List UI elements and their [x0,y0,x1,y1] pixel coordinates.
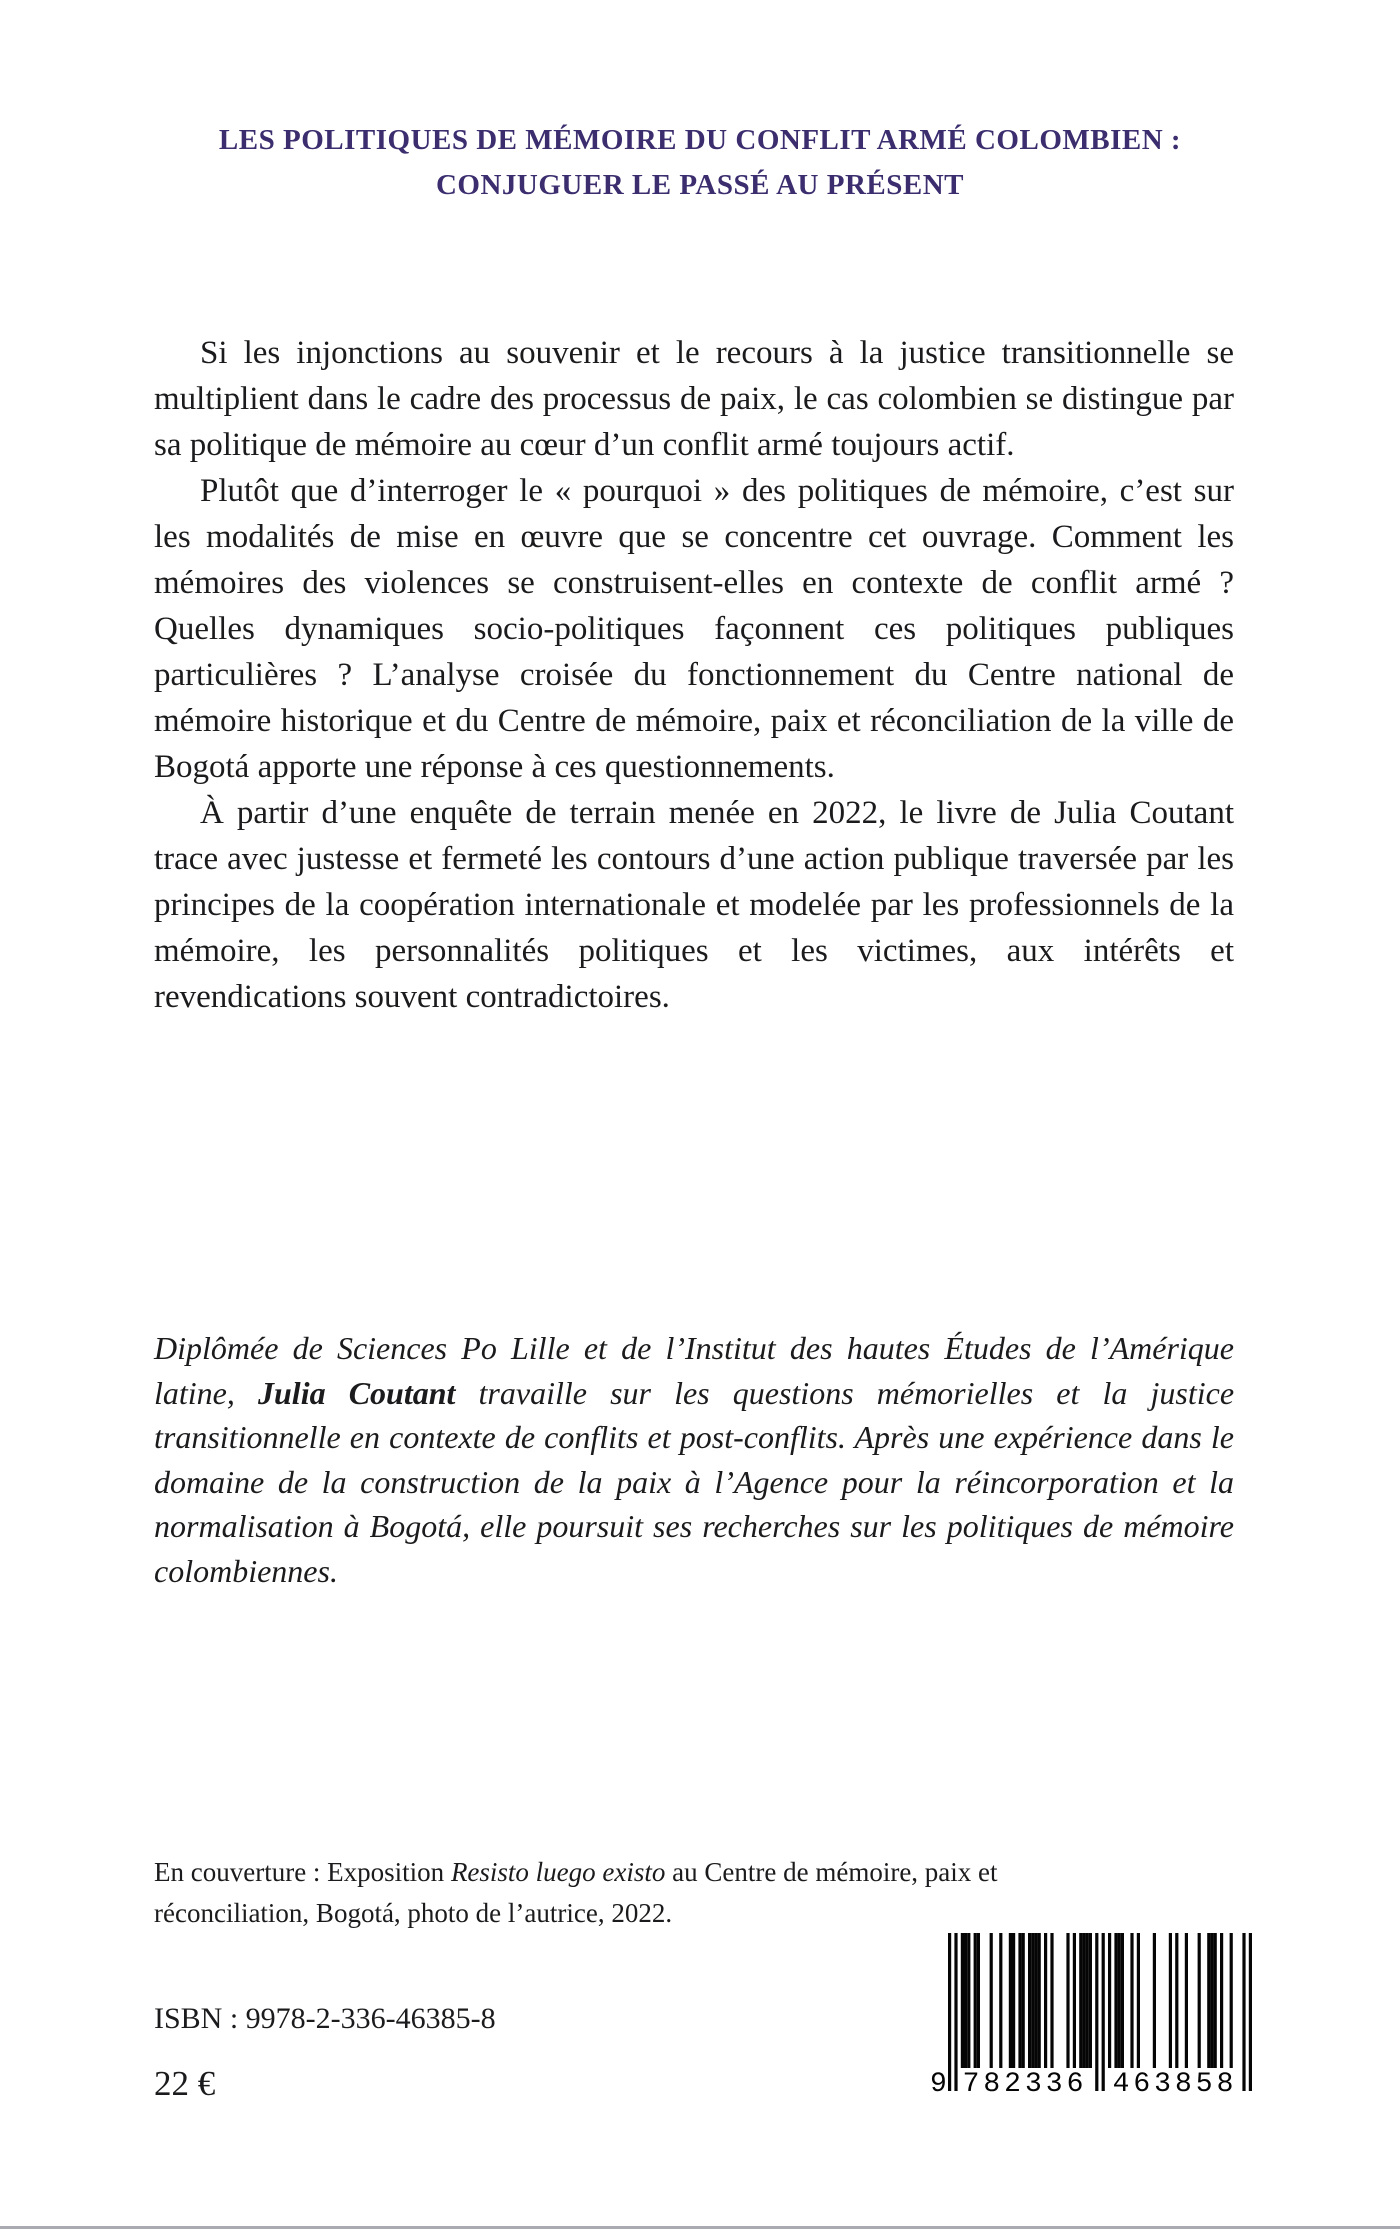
barcode [930,1933,1252,2105]
book-title-line2: CONJUGUER LE PASSÉ AU PRÉSENT [435,169,964,201]
author-bio-text-before: Diplômée de Sciences Po Lille et de l’Institut des hautes Études de l’Amérique latine, [154,1330,1234,1411]
synopsis [154,330,1234,1020]
barcode-digits-group1: 782336 [962,2069,1088,2100]
author-bio-paragraph [154,1326,1234,1593]
barcode-bars [948,1933,1252,2091]
price: 22 € [154,2064,216,2103]
cover-credit-suffix: au Centre de mémoire, paix et réconciliation, Bogotá, photo de l’autrice, 2022. [154,1857,998,1928]
exhibition-title: Resisto luego existo [450,1857,666,1887]
book-title [0,118,1400,208]
book-title-line1: LES POLITIQUES DE MÉMOIRE DU CONFLIT ARMÉ COLOMBIEN : [218,124,1182,156]
synopsis-paragraph-1: Si les injonctions au souvenir et le recours à la justice transitionnelle se multiplient dans le cadre des processus de paix, le cas colombien se distingue par sa politique de mémoire au cœur d’un conflit armé toujours actif. [154,335,1234,463]
synopsis-paragraph-2: Plutôt que d’interroger le « pourquoi » des politiques de mémoire, c’est sur les modalités de mise en œuvre que se concentre cet ouvrage. Comment les mémoires des violences se construisent-elles en contexte de conflit armé ? Quelles dynamiques socio-politiques façonnent ces politiques publiques particulières ? L’analyse croisée du fonctionnement du Centre national de mémoire historique et du Centre de mémoire, paix et réconciliation de la ville de Bogotá apporte une réponse à ces questionnements. [154,473,1234,785]
barcode-digit-first: 9 [930,2069,947,2100]
cover-credit [154,1852,1014,1934]
cover-credit-prefix: En couverture : Exposition [154,1857,451,1887]
barcode-digits-group2: 463858 [1112,2069,1238,2100]
isbn: ISBN : 9978-2-336-46385-8 [154,2002,496,2035]
barcode-number [930,2069,1252,2103]
synopsis-paragraph-3: À partir d’une enquête de terrain menée en 2022, le livre de Julia Coutant trace avec justesse et fermeté les contours d’une action publique traversée par les principes de la coopération internationale et modelée par les professionnels de la mémoire, les personnalités politiques et les victimes, aux intérêts et revendications souvent contradictoires. [154,795,1234,1015]
author-bio [154,1326,1234,1593]
author-name: Julia Coutant [258,1374,456,1411]
author-bio-text-after: travaille sur les questions mémorielles et la justice transitionnelle en contexte de conflits et post-conflits. Après une expérience dans le domaine de la construction de la paix à l’Agence pour la réincorporation et la normalisation à Bogotá, elle poursuit ses recherches sur les politiques de mémoire colombiennes. [154,1374,1235,1589]
